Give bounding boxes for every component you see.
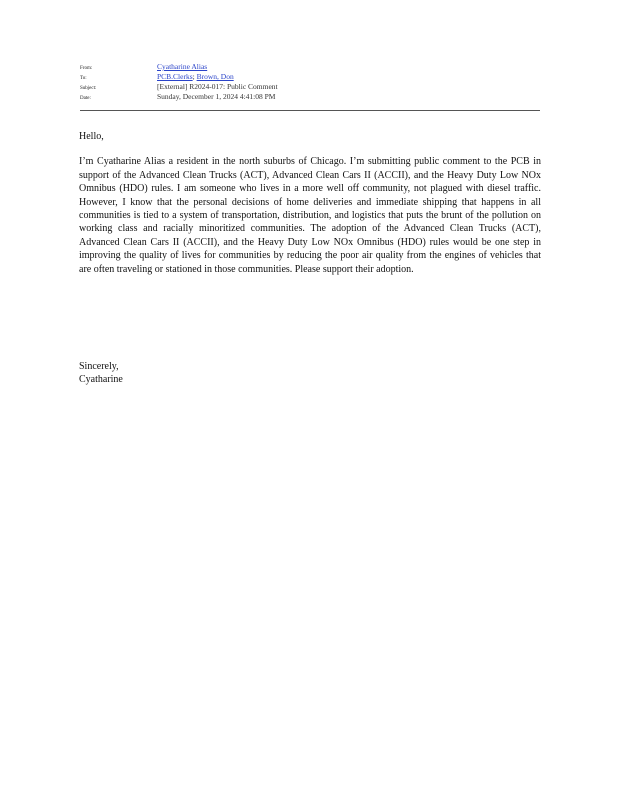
- from-sender-link[interactable]: Cyatharine Alias: [157, 62, 208, 71]
- signoff: Sincerely,: [79, 361, 119, 372]
- to-recipients: [157, 72, 234, 82]
- email-body: [79, 130, 541, 276]
- sender-name: Cyatharine: [79, 374, 123, 386]
- greeting: Hello,: [79, 131, 104, 142]
- header-divider: [80, 110, 540, 111]
- from-label: From:: [80, 66, 93, 71]
- from-row: [80, 62, 540, 72]
- subject-label: Subject:: [80, 86, 97, 91]
- email-header: [80, 62, 540, 102]
- subject-value: [External] R2024-017: Public Comment: [157, 82, 278, 91]
- recipient-link-brown-don[interactable]: Brown, Don: [196, 72, 234, 81]
- date-label: Date:: [80, 96, 91, 101]
- subject-row: [80, 82, 540, 92]
- recipient-separator: ;: [192, 72, 197, 81]
- body-paragraph: I’m Cyatharine Alias a resident in the north suburbs of Chicago. I’m submitting public comment to the PCB in support of the Advanced Clean Trucks (ACT), Advanced Clean Cars II (ACCII), and the Heavy Duty Low NOx Omnibus (HDO) rules. I am someone who lives in a more well off community, not plagued with diesel traffic. However, I know that the personal decisions of home deliveries and immediate shipping that happens in all communities is tied to a system of transportation, distribution, and logistics that puts the brunt of the pollution on working class and racially minoritized communities. The adoption of the Advanced Clean Trucks (ACT), Advanced Clean Cars II (ACCII), and the Heavy Duty Low NOx Omnibus (HDO) rules would be one step in improving the quality of lives for communities by reducing the poor air quality from the engines of vehicles that are often traveling or stationed in those communities. Please support their adoption.: [79, 156, 541, 275]
- recipient-link-pcb-clerks[interactable]: PCB.Clerks: [157, 72, 193, 81]
- to-label: To:: [80, 76, 87, 81]
- to-row: [80, 72, 540, 82]
- date-value: Sunday, December 1, 2024 4:41:08 PM: [157, 92, 276, 101]
- email-closing: [79, 360, 123, 387]
- date-row: [80, 92, 540, 102]
